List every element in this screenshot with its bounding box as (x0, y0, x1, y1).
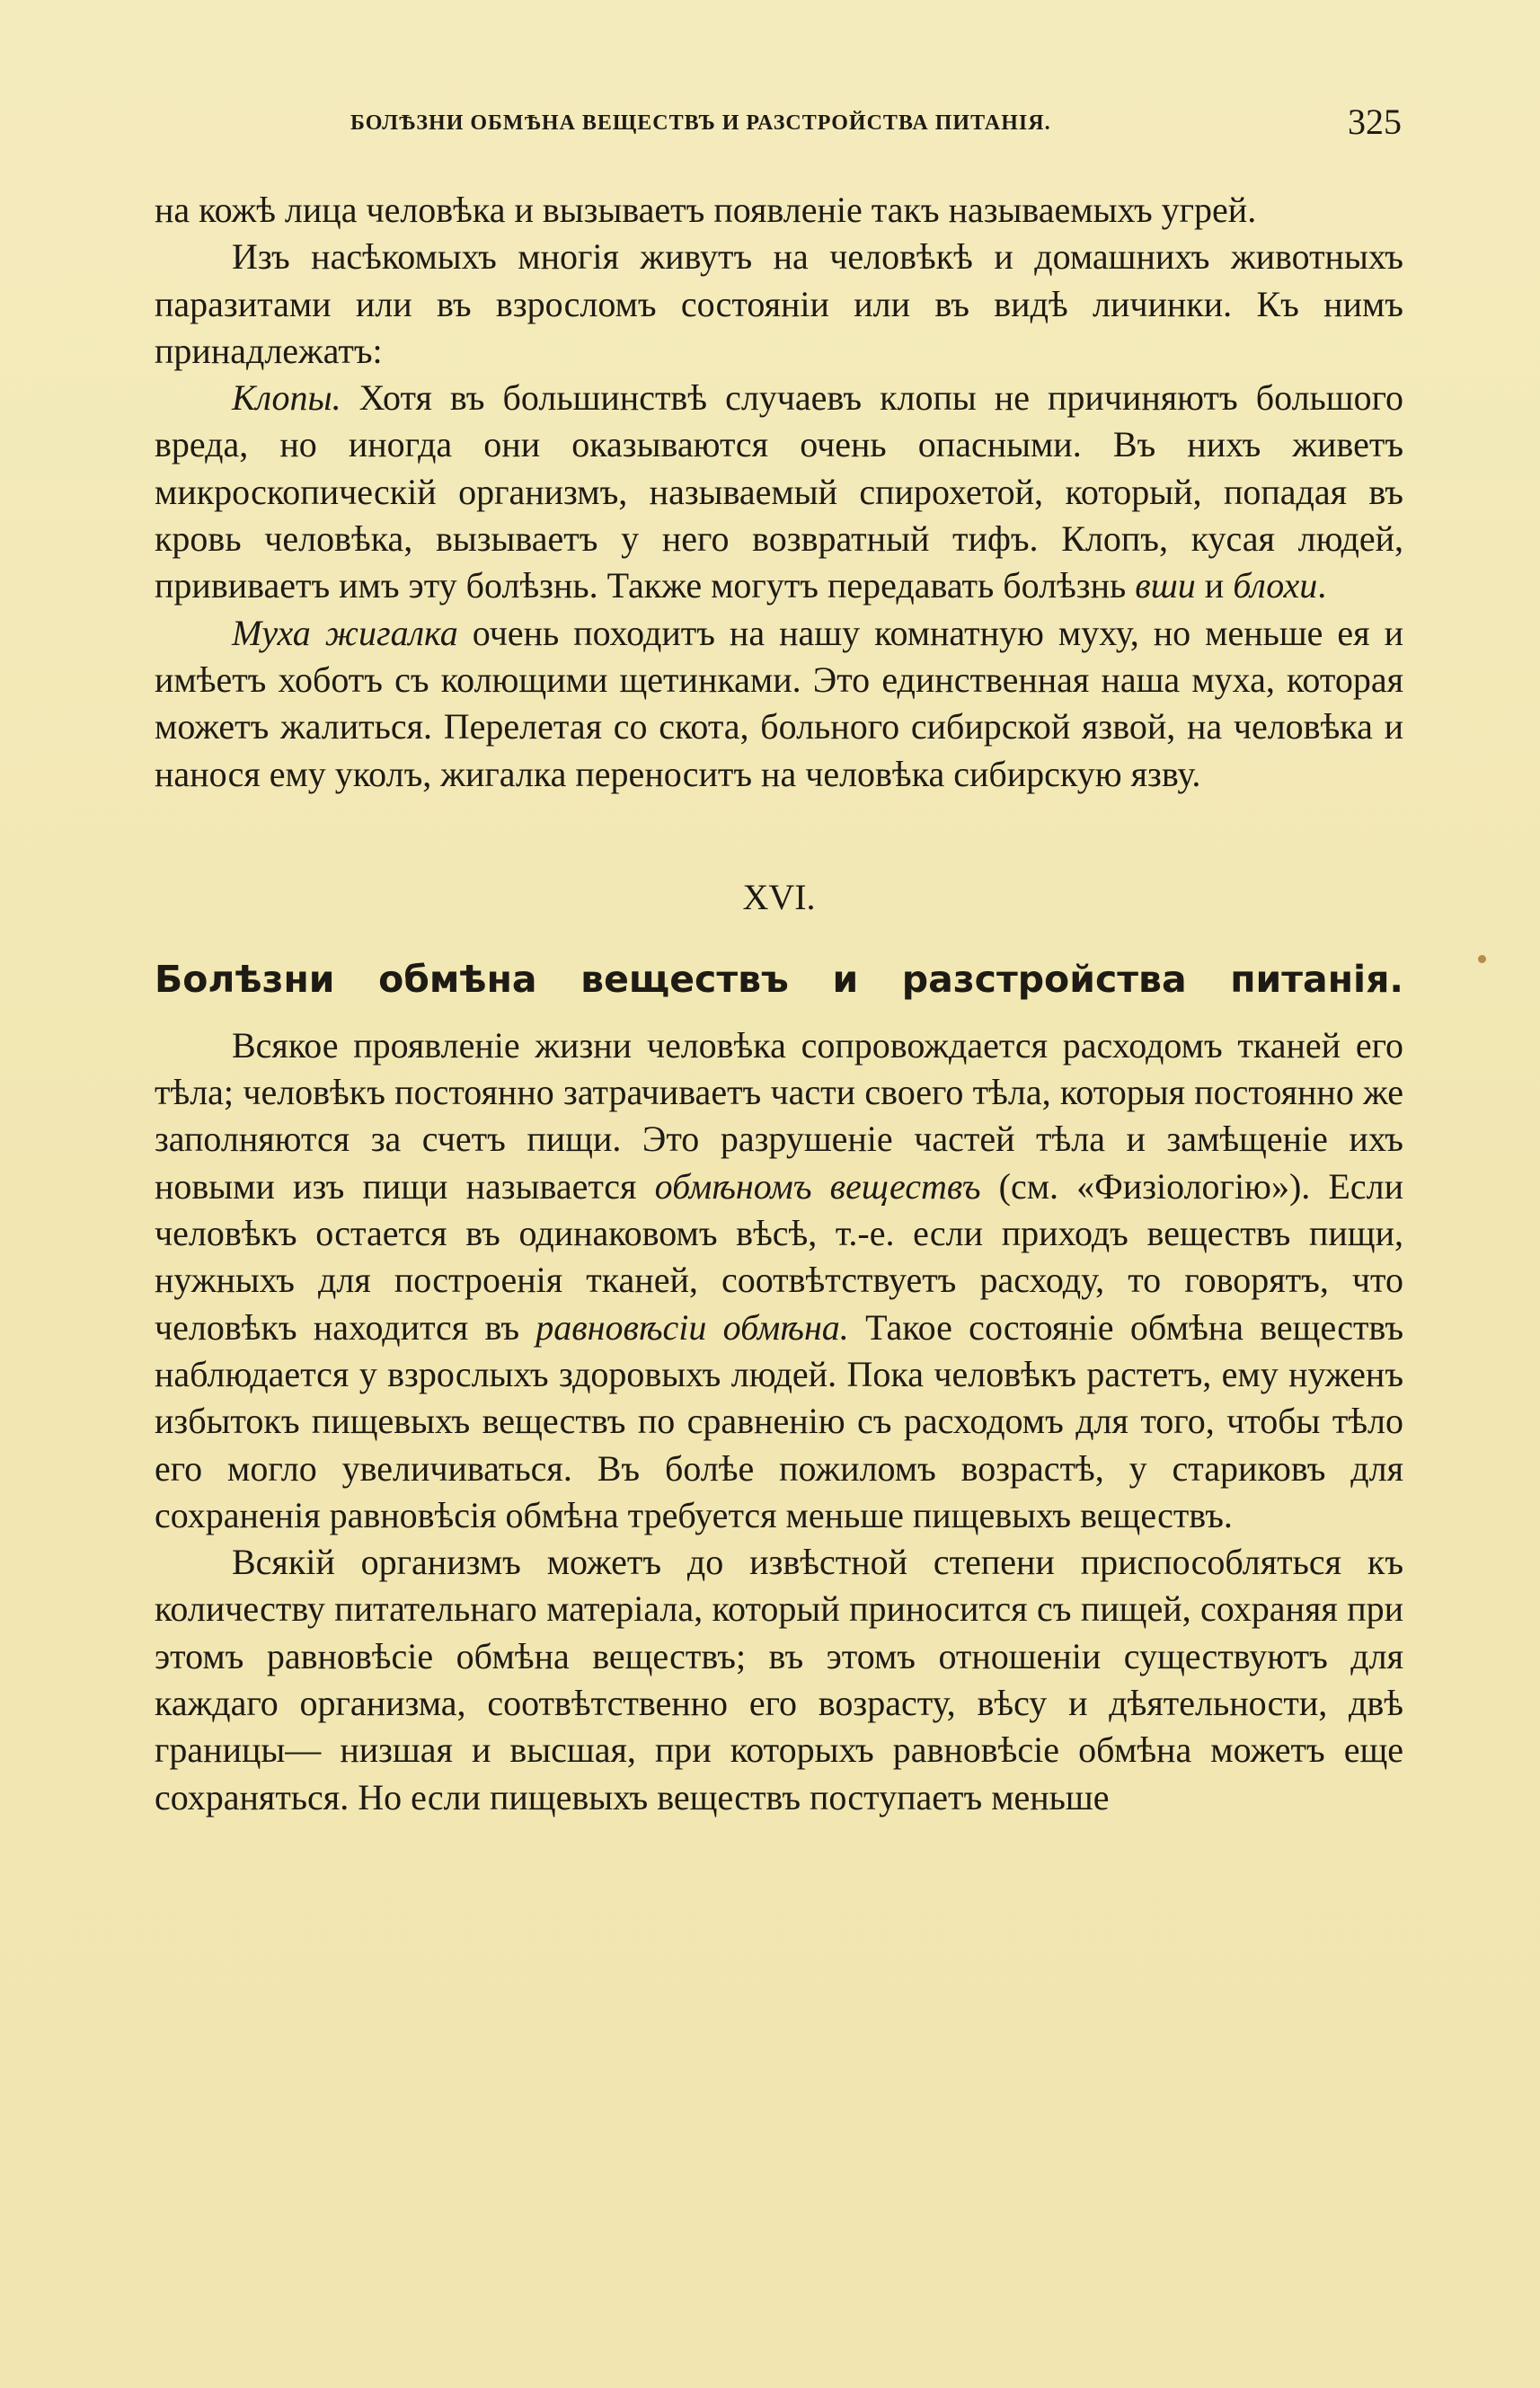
term-italic: равновѣсіи обмѣна. (535, 1306, 849, 1348)
paragraph (155, 1539, 1403, 1821)
running-title: БОЛѢЗНИ ОБМѢНА ВЕЩЕСТВЪ И РАЗСТРОЙСТВА ПИТАНІЯ. (350, 111, 1051, 135)
section-number: XVI. (742, 876, 816, 917)
section-title: Болѣзни обмѣна веществъ и разстройства питанія. (155, 957, 1403, 1001)
paragraph-text: на кожѣ лица человѣка и вызываетъ появленіе такъ называемыхъ угрей. (155, 190, 1257, 230)
paragraph-text: Всякій организмъ можетъ до извѣстной степени приспособляться къ количеству питательнаго матеріала, который приносится съ пищей, сохраняя при этомъ равновѣсіе обмѣна веществъ; въ этомъ отношеніи существуютъ для каждаго организма, соотвѣтственно его возрасту, вѣсу и дѣятельности, двѣ границы— низшая и высшая, при которыхъ равновѣсіе обмѣна можетъ еще сохраняться. Но если пищевыхъ веществъ поступаетъ меньше (155, 1542, 1403, 1818)
paragraph (155, 234, 1403, 375)
paragraph-text: . (1317, 565, 1327, 606)
paragraph-text: Всякое проявленіе жизни человѣка сопровождается расходомъ тканей его тѣла; человѣкъ постоянно затрачиваетъ части своего тѣла, которыя постоянно же заполняются за счетъ пищи. Это разрушеніе частей тѣла и замѣщеніе ихъ новыми изъ пищи называется (155, 1024, 1403, 1207)
paragraph (155, 1022, 1403, 1539)
paragraph-text: Хотя въ большинствѣ случаевъ клопы не причиняютъ большого вреда, но иногда они оказываются очень опасными. Въ нихъ живетъ микроскопическій организмъ, называемый спирохетой, который, попадая въ кровь человѣка, вызываетъ у него возвратный тифъ. Клопъ, кусая людей, прививаетъ имъ эту болѣзнь. Также могутъ передавать болѣзнь (155, 377, 1403, 606)
paragraph-text: Такое состояніе обмѣна веществъ наблюдается у взрослыхъ здоровыхъ людей. Пока человѣкъ растетъ, ему нуженъ избытокъ пищевыхъ веществъ по сравненію съ расходомъ для того, чтобы тѣло его могло увеличиваться. Въ болѣе пожиломъ возрастѣ, у стариковъ для сохраненія равновѣсія обмѣна требуется меньше пищевыхъ веществъ. (155, 1306, 1404, 1535)
term-italic: блохи (1233, 565, 1318, 606)
paragraph-text: Изъ насѣкомыхъ многія живутъ на человѣкѣ и домашнихъ животныхъ паразитами или въ взросломъ состояніи или въ видѣ личинки. Къ нимъ принадлежатъ: (155, 236, 1403, 371)
paragraph-text: (см. «Физіологію»). Если человѣкъ остается въ одинаковомъ вѣсѣ, т.-е. если приходъ веществъ пищи, нужныхъ для построенія тканей, соотвѣтствуетъ расходу, то говорятъ, что человѣкъ находится въ (155, 1165, 1403, 1348)
term-italic: вши (1135, 565, 1196, 606)
paragraph (155, 375, 1403, 609)
body-text (155, 187, 1403, 1821)
term-italic: Клопы. (232, 377, 341, 419)
running-head (157, 101, 1402, 155)
paragraph (155, 187, 1403, 234)
term-italic: Муха жигалка (232, 612, 458, 653)
page-number: 325 (1348, 102, 1402, 142)
paragraph-text: очень походитъ на нашу комнатную муху, но меньше ея и имѣетъ хоботъ съ колющими щетинками. Это единственная наша муха, которая можетъ жалиться. Перелетая со скота, больного сибирской язвой, на человѣка и нанося ему уколъ, жигалка переноситъ на человѣка сибирскую язву. (155, 612, 1403, 794)
ink-spot (1478, 955, 1486, 963)
paragraph-text: и (1195, 565, 1234, 606)
term-italic: обмѣномъ веществъ (654, 1165, 981, 1207)
paragraph (155, 610, 1403, 798)
